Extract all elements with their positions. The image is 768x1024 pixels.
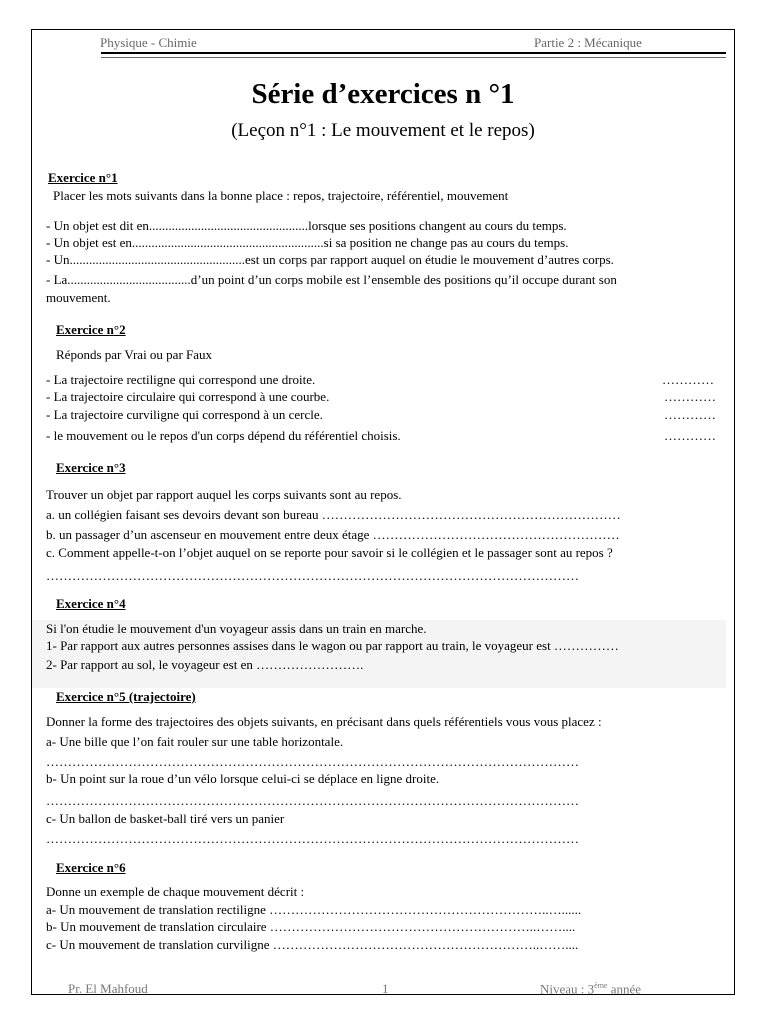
header-rule-thin: [101, 57, 726, 58]
ex5-line: b- Un point sur la roue d’un vélo lorsque celui-ci se déplace en ligne droite.: [46, 771, 440, 786]
ex6-line: Donne un exemple de chaque mouvement décrit :: [46, 884, 305, 899]
ex1-line: - La......................................d’un point d’un corps mobile est l’ensemble des positions qu’il occupe durant son: [46, 272, 617, 287]
ex5-heading: Exercice n°5 (trajectoire): [56, 689, 196, 704]
footer-page-number: 1: [382, 981, 389, 995]
footer-level-sup: ème: [594, 981, 608, 990]
footer-level: [540, 981, 641, 995]
ex6-line: c- Un mouvement de translation curviligne ……………………………………………………..……....: [46, 937, 579, 952]
header-part: Partie 2 : Mécanique: [534, 35, 642, 50]
ex2-answer-blank: …………: [664, 407, 716, 422]
ex2-answer-blank: …………: [662, 372, 714, 387]
footer-level-prefix: Niveau : 3: [540, 981, 595, 995]
ex5-answer-line: ……………………………………………………………………………………………………………: [46, 831, 579, 846]
ex2-heading: Exercice n°2: [56, 322, 126, 337]
ex1-line: mouvement.: [46, 290, 111, 305]
ex2-answer-blank: …………: [664, 428, 716, 443]
footer-level-suffix: année: [607, 981, 642, 995]
ex3-line: Trouver un objet par rapport auquel les corps suivants sont au repos.: [46, 487, 402, 502]
ex2-item: - La trajectoire rectiligne qui correspond une droite.: [46, 372, 316, 387]
ex2-instruction: Réponds par Vrai ou par Faux: [56, 347, 213, 362]
ex3-heading: Exercice n°3: [56, 460, 126, 475]
ex3-line: c. Comment appelle-t-on l’objet auquel on se reporte pour savoir si le collégien et le passager sont au repos ?: [46, 545, 613, 560]
ex5-answer-line: ……………………………………………………………………………………………………………: [46, 754, 579, 769]
ex1-instruction: Placer les mots suivants dans la bonne place : repos, trajectoire, référentiel, mouvement: [53, 188, 509, 203]
ex4-line: 2- Par rapport au sol, le voyageur est en …………………….: [46, 657, 364, 672]
page-subtitle: (Leçon n°1 : Le mouvement et le repos): [231, 120, 535, 141]
ex3-line: a. un collégien faisant ses devoirs devant son bureau ……………………………………………………………: [46, 507, 621, 522]
ex4-line: Si l'on étudie le mouvement d'un voyageur assis dans un train en marche.: [46, 621, 427, 636]
ex2-item: - La trajectoire circulaire qui correspond à une courbe.: [46, 389, 330, 404]
ex6-line: a- Un mouvement de translation rectiligne ………………………………………………………..…......: [46, 902, 582, 917]
ex5-line: Donner la forme des trajectoires des objets suivants, en précisant dans quels référentiels vous vous placez :: [46, 714, 602, 729]
ex1-heading: Exercice n°1: [48, 170, 118, 185]
ex2-answer-blank: …………: [664, 389, 716, 404]
ex4-line: 1- Par rapport aux autres personnes assises dans le wagon ou par rapport au train, le voyageur est ……………: [46, 638, 619, 653]
ex4-heading: Exercice n°4: [56, 596, 126, 611]
page-title: Série d’exercices n °1: [251, 78, 515, 110]
ex1-line: - Un......................................................est un corps par rapport auquel on étudie le mouvement d’autres corps.: [46, 252, 614, 267]
header-rule-thick: [101, 52, 726, 54]
ex3-line: b. un passager d’un ascenseur en mouvement entre deux étage …………………………………………………: [46, 527, 620, 542]
ex6-line: b- Un mouvement de translation circulaire ……………………………………………………..……....: [46, 919, 576, 934]
page-frame: [31, 29, 735, 995]
ex6-heading: Exercice n°6: [56, 860, 126, 875]
footer-author: Pr. El Mahfoud: [68, 981, 148, 995]
ex2-item: - le mouvement ou le repos d'un corps dépend du référentiel choisis.: [46, 428, 401, 443]
ex1-line: - Un objet est en...........................................................si sa position ne change pas au cours du temps.: [46, 235, 569, 250]
ex2-item: - La trajectoire curviligne qui correspond à un cercle.: [46, 407, 323, 422]
ex5-line: a- Une bille que l’on fait rouler sur une table horizontale.: [46, 734, 344, 749]
ex1-line: - Un objet est dit en.................................................lorsque ses positions changent au cours du temps.: [46, 218, 567, 233]
ex5-answer-line: ……………………………………………………………………………………………………………: [46, 793, 579, 808]
header-subject: Physique - Chimie: [100, 35, 197, 50]
ex3-answer-line: ……………………………………………………………………………………………………………: [46, 568, 579, 583]
ex5-line: c- Un ballon de basket-ball tiré vers un panier: [46, 811, 285, 826]
